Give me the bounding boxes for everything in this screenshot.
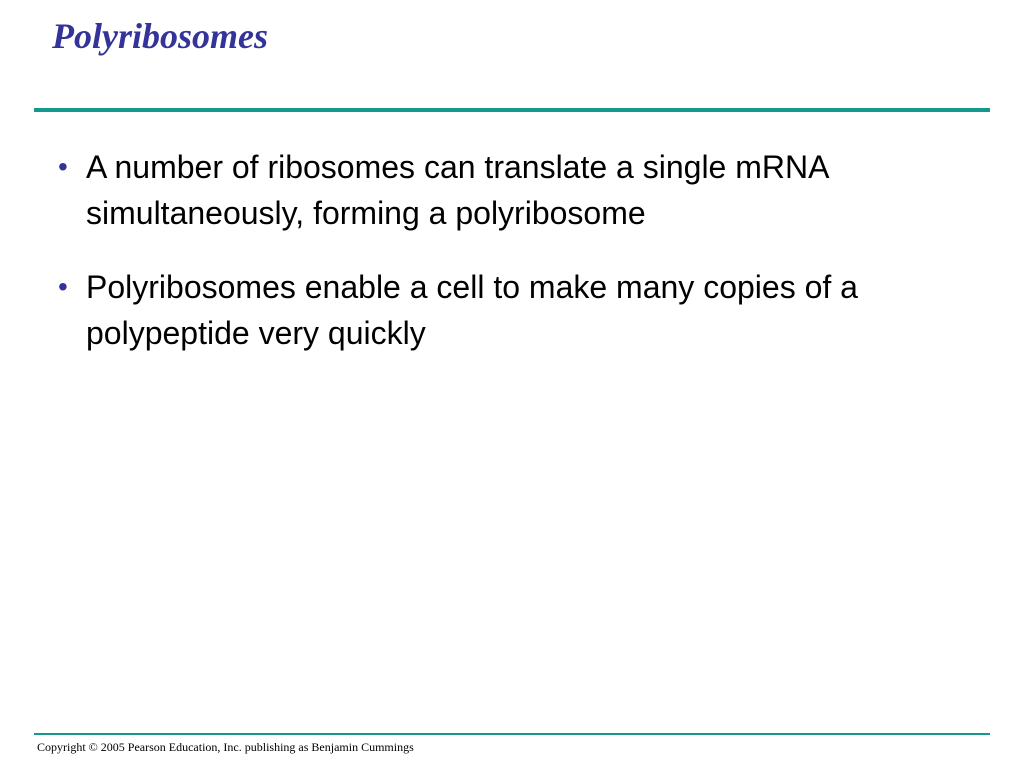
bullet-icon: •: [58, 151, 68, 182]
copyright-footer: Copyright © 2005 Pearson Education, Inc. publishing as Benjamin Cummings: [37, 740, 414, 754]
bullet-text: Polyribosomes enable a cell to make many copies of a polypeptide very quickly: [86, 269, 858, 351]
bullet-text: A number of ribosomes can translate a single mRNA simultaneously, forming a polyribosome: [86, 149, 828, 231]
bullet-icon: •: [58, 271, 68, 302]
bullet-item: [58, 264, 988, 356]
footer-divider: [34, 733, 990, 735]
bullet-item: [58, 144, 988, 236]
bullet-list: [58, 144, 988, 384]
slide-title: Polyribosomes: [52, 16, 268, 56]
title-divider: [34, 108, 990, 112]
